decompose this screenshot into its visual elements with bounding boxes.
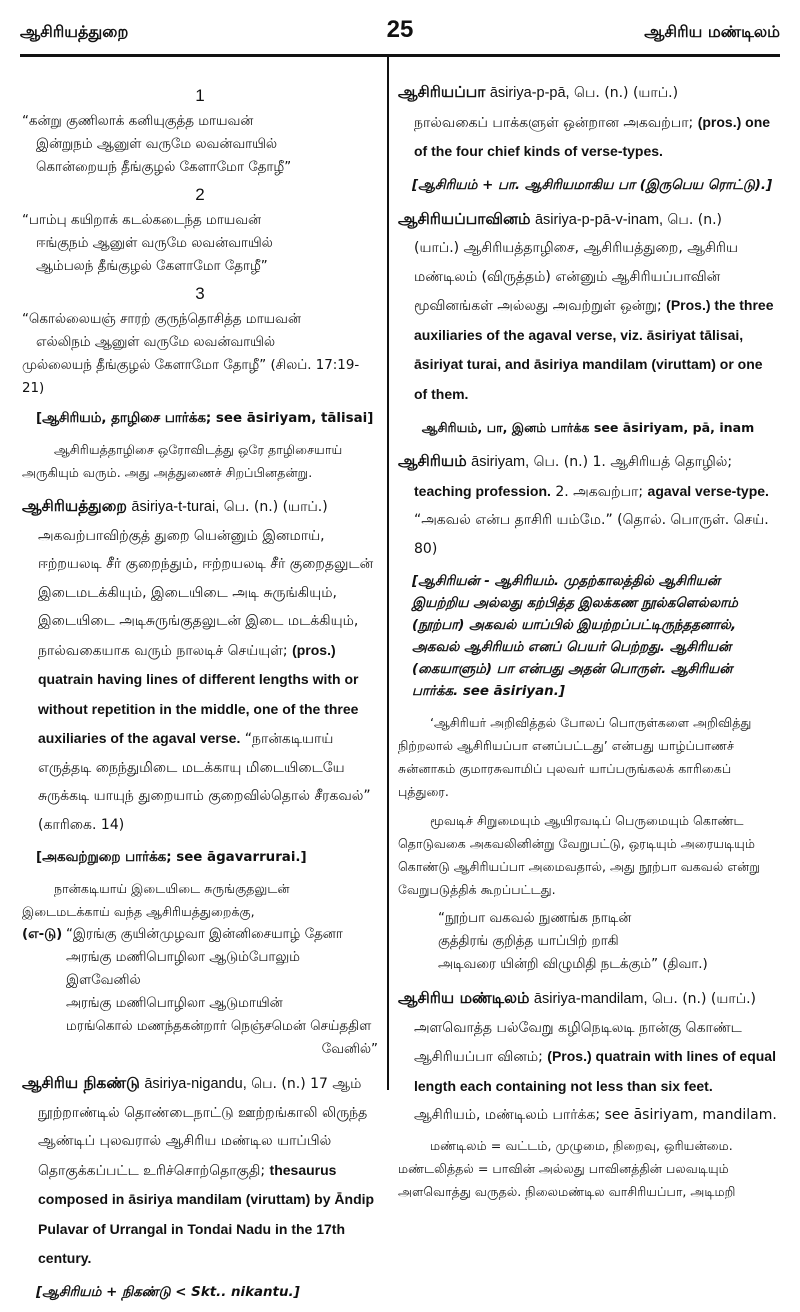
tamil-definition: நூற்றாண்டில் தொண்டைநாட்டு ஊற்றங்காலி லிருந்த ஆண்டிப் புலவரால் ஆசிரிய மண்டில யாப்பில் தொகுக்கப்பட்ட உரிச்சொற்தொகுதி;	[38, 1104, 368, 1179]
verse-number: 3	[195, 284, 205, 303]
verse-line: மரங்கொல் மணந்தகன்றார் நெஞ்சமென் செய்ததிள	[66, 1019, 372, 1034]
verse-line: “இரங்கு குயின்முழவா இன்னிசையாழ் தேனா	[66, 927, 343, 942]
entry-body	[398, 108, 778, 167]
verse-line: ஆம்பலந் தீங்குழல் கேளாமோ தோழீ”	[36, 259, 268, 274]
see-reference: ஆசிரியம், மண்டிலம் பார்க்க; see āsiriyam, mandilam.	[414, 1107, 777, 1123]
cross-reference: [அகவற்றுறை பார்க்க; see āgavarrurai.]	[36, 850, 307, 865]
verse-line: அரங்கு மணிபொழிலா ஆடும்போலும் இளவேனில்	[66, 950, 300, 988]
cross-reference: ஆசிரியம், பா, இனம் பார்க்க see āsiriyam, pā, inam	[421, 420, 755, 435]
transliteration: āsiriya-nigandu,	[144, 1076, 247, 1092]
verse-line: அடிவரை யின்றி விழுமிதி நடக்கும்” (திவா.)	[438, 957, 708, 972]
example-block	[22, 923, 378, 1061]
example-lines	[66, 923, 378, 1061]
page-number: 25	[386, 16, 414, 43]
entry-body	[398, 477, 778, 564]
entry-body	[398, 1014, 778, 1130]
right-column	[398, 70, 778, 1203]
dictionary-entry	[398, 447, 778, 563]
paragraph: ஆசிரியத்தாழிசை ஒரோவிடத்து ஒரே தாழிசையாய் அருகியும் வரும். அது அத்துணைச் சிறப்பினதன்று.	[22, 442, 343, 480]
header-left-title: ஆசிரியத்துறை	[20, 22, 129, 41]
dictionary-entry	[398, 78, 778, 167]
part-of-speech: பெ. (n.)	[667, 211, 722, 228]
tamil-definition: 2. அகவற்பா;	[555, 483, 644, 500]
headword: ஆசிரியப்பாவினம்	[398, 209, 531, 228]
english-definition: (Pros.) the three auxiliaries of the agaval verse, viz. āsiriyat tālisai, āsiriyat turai, and āsiriya mandilam (viruttam) or one of them.	[414, 297, 774, 402]
dictionary-entry	[398, 205, 778, 410]
part-of-speech: பெ. (n.) (யாப்.)	[223, 499, 328, 515]
left-column	[22, 80, 378, 1312]
tamil-definition: அகவற்பாவிற்குத் துறை யென்னும் இனமாய், ஈற்றயலடி சீர் குறைந்தும், ஈற்றயலடி சீர் குறைதலுடன் இடைமடக்கியும், இடையிடை அடி சுருங்கியும், இடையிடை அடிசுருங்குதலுடன் இடை மடக்கியும், நால்வகையாக வரும் நாலடிச் செய்யுள்;	[38, 527, 374, 659]
english-definition: (pros.) quatrain having lines of different lengths with or without repetition in the middle, one of the three auxiliaries of the agaval verse.	[38, 641, 359, 746]
headword: ஆசிரிய மண்டிலம்	[398, 989, 530, 1007]
verse-block	[398, 907, 778, 976]
etymology: [ஆசிரியம் + நிகண்டு < Skt.. nikantu.]	[36, 1284, 300, 1300]
verse-block	[22, 308, 378, 400]
headword: ஆசிரியம்	[398, 452, 467, 470]
etymology: [ஆசிரியம் + பா. ஆசிரியமாகிய பா (இருபெய ரொட்டு).]	[412, 177, 773, 193]
tamil-definition: நால்வகைப் பாக்களுள் ஒன்றான அகவற்பா;	[414, 114, 694, 131]
english-definition: (Pros.) quatrain with lines of equal length each containing not less than six feet.	[414, 1048, 776, 1094]
verse-line: எல்லிநம் ஆனுள் வருமே லவன்வாயில்	[36, 335, 275, 350]
verse-line: வேனில்”	[321, 1042, 378, 1057]
headword: ஆசிரியத்துறை	[22, 497, 127, 515]
transliteration: āsiriya-p-pā-v-inam,	[534, 211, 664, 228]
paragraph: மண்டிலம் = வட்டம், முழுமை, நிறைவு, ஒரியன்மை. மண்டலித்தல் = பாவின் அல்லது பாவினத்தின் பலவடியும் அளவொத்து வருதல். நிலைமண்டில வாசிரியப்பா, அடிமறி	[398, 1137, 736, 1199]
page-header	[20, 14, 780, 54]
verse-block	[22, 209, 378, 278]
cross-reference: [ஆசிரியம், தாழிசை பார்க்க; see āsiriyam, tālisai]	[36, 411, 374, 426]
english-definition: (pros.) one of the four chief kinds of verse-types.	[414, 113, 771, 159]
transliteration: āsiriya-t-turai,	[131, 499, 220, 515]
dictionary-entry	[398, 984, 778, 1130]
verse-line: “கொல்லையஞ் சாரற் குருந்தொசித்த மாயவன்	[22, 312, 301, 327]
verse-line: “பாம்பு கயிறாக் கடல்கடைந்த மாயவன்	[22, 213, 261, 228]
entry-body	[398, 234, 778, 409]
verse-number: 1	[195, 86, 205, 105]
paragraph: மூவடிச் சிறுமையும் ஆயிரவடிப் பெருமையும் கொண்ட தொடுவகை அகவலினின்று வேறுபட்டு, ஒரடியும் அரையடியும் கொண்டு ஆசிரியப்பா அமைவதால், அது நூற்பா வகவல் என்று வேறுபடுத்திக் கூறப்பட்டது.	[398, 813, 760, 897]
citation-quote: “நான்கடியாய் எருத்தடி நைந்துமிடை மடக்காயு மிடையிடையே சுருக்கடி யாயுந் துறையாம் குறைவில்தொல் சீரகவல்” (காரிகை. 14)	[38, 731, 371, 833]
verse-line: இன்றுநம் ஆனுள் வருமே லவன்வாயில்	[36, 137, 277, 152]
headword: ஆசிரிய நிகண்டு	[22, 1074, 140, 1092]
part-of-speech: பெ. (n.) (யாப்.)	[574, 85, 679, 101]
headword: ஆசிரியப்பா	[398, 83, 486, 101]
dictionary-entry	[22, 492, 378, 839]
english-definition: agaval verse-type.	[647, 482, 769, 499]
tamil-definition: அளவொத்த பல்வேறு கழிநெடிலடி நான்கு கொண்ட ஆசிரியப்பா வினம்;	[414, 1019, 742, 1065]
paragraph: நான்கடியாய் இடையிடை சுருங்குதலுடன் இடைமடக்காய் வந்த ஆசிரியத்துறைக்கு,	[22, 881, 290, 919]
entry-body	[22, 522, 378, 840]
english-definition: teaching profession.	[414, 482, 551, 499]
transliteration: āsiriya-p-pā,	[489, 85, 570, 101]
part-of-speech: பெ. (n.) 17 ஆம்	[251, 1076, 362, 1092]
etymology: [ஆசிரியன் - ஆசிரியம். முதற்காலத்தில் ஆசிரியன் இயற்றிய அல்லது கற்பித்த இலக்கண நூல்களெல்லாம் (நூற்பா) அகவல் யாப்பில் இயற்றப்பட்டிருந்ததனால், அகவல் ஆசிரியம் எனப் பெயர் பெற்றது. ஆசிரியன் (கையாளும்) பா என்பது அதன் பொருள். ஆசிரியன் பார்க்க. see āsiriyan.]	[412, 574, 738, 699]
verse-line: ஈங்குநம் ஆனுள் வருமே லவன்வாயில்	[36, 236, 273, 251]
header-right-title: ஆசிரிய மண்டிலம்	[644, 22, 780, 41]
column-divider	[387, 56, 389, 1090]
part-of-speech: பெ. (n.) (யாப்.)	[652, 991, 757, 1007]
verse-number: 2	[195, 185, 205, 204]
transliteration: āsiriyam,	[471, 454, 530, 470]
verse-block	[22, 110, 378, 179]
tamil-definition: (யாப்.) ஆசிரியத்தாழிசை, ஆசிரியத்துறை, ஆசிரிய மண்டிலம் (விருத்தம்) என்னும் ஆசிரியப்பாவின் மூவினங்கள் அல்லது அவற்றுள் ஒன்று;	[414, 240, 738, 314]
verse-line: அரங்கு மணிபொழிலா ஆடுமாயின்	[66, 996, 283, 1011]
verse-line: முல்லையந் தீங்குழல் கேளாமோ தோழீ” (சிலப். 17:19-21)	[22, 358, 360, 396]
entry-body	[22, 1099, 378, 1274]
transliteration: āsiriya-mandilam,	[533, 991, 648, 1007]
verse-line: “நூற்பா வகவல் நுணங்க நாடின்	[438, 911, 632, 926]
tamil-definition: பெ. (n.) 1. ஆசிரியத் தொழில்;	[533, 454, 733, 470]
english-definition: thesaurus composed in āsiriya mandilam (viruttam) by Āndip Pulavar of Urrangal in Tondai Nadu in the 17th century.	[38, 1161, 375, 1266]
verse-line: “கன்று குணிலாக் கனியுகுத்த மாயவன்	[22, 114, 254, 129]
paragraph: ‘ஆசிரியர் அறிவித்தல் போலப் பொருள்களை அறிவித்து நிற்றலால் ஆசிரியப்பா எனப்பட்டது’ என்பது யாழ்ப்பாணச் சுன்னாகம் குமாரசுவாமிப் புலவர் யாப்பருங்கலக் காரிகைப் புத்துரை.	[398, 715, 752, 799]
verse-line: குத்திரங் குறித்த யாப்பிற் றாகி	[438, 934, 619, 949]
verse-line: கொன்றையந் தீங்குழல் கேளாமோ தோழீ”	[36, 160, 292, 175]
citation-quote: “அகவல் என்ப தாசிரி யம்மே.” (தொல். பொருள். செய். 80)	[414, 512, 769, 557]
example-label: (எ-டு)	[22, 927, 63, 942]
header-rule	[20, 54, 780, 57]
